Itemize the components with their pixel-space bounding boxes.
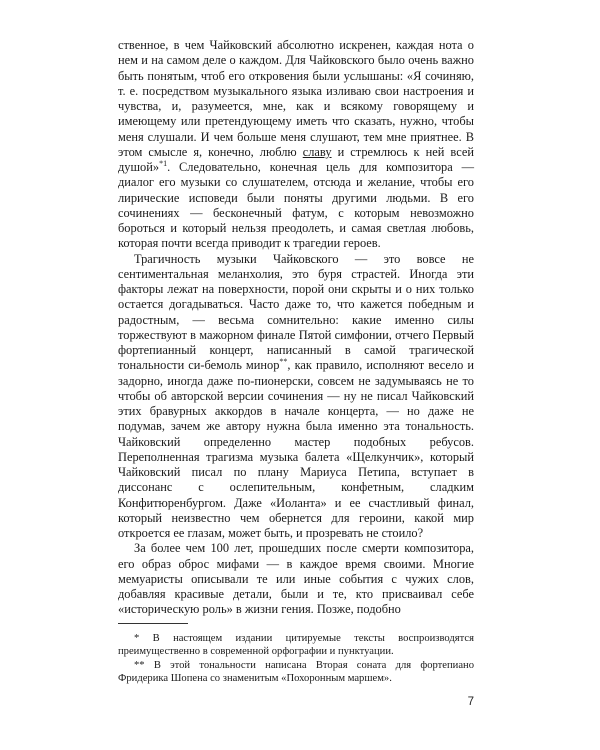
- text-run: и стремлюсь к ней всей душой»: [118, 144, 474, 174]
- paragraph-2: [118, 252, 474, 542]
- paragraph-1: [118, 38, 474, 252]
- text-run: За более чем 100 лет, прошедших после смерти композитора, его образ оброс мифами — в каждое время своими. Многие мемуаристы описывали те или иные события с чужих слов, добавляя красивые детали, были и те, кто присваивал себе «историческую роль» в жизни гения. Позже, подобно: [118, 541, 474, 617]
- page-number: 7: [467, 696, 474, 708]
- footnote-marker: **: [279, 357, 288, 367]
- text-run: . Следовательно, конечная цель для композитора — диалог его музыки со слушателем, отсюда и желание, чтобы его лирические исповеди были поняты другими людьми. В его сочинениях — бесконечный фатум, с которым невозможно бороться и который нельзя преодолеть, и самая светлая любовь, которая почти всегда приводит к трагедии героев.: [118, 160, 474, 251]
- text-run: Трагичность музыки Чайковского — это вовсе не сентиментальная меланхолия, это буря страстей. Иногда эти факторы лежат на поверхности, порой они скрыты и о них только остается догадываться. Часто даже то, что кажется победным и радостным, — весьма сомнительно: какие именно силы торжествуют в мажорном финале Пятой симфонии, отчего Первый фортепианный концерт, написанный в самой трагической тональности си-бемоль минор: [118, 251, 474, 373]
- footnote-marker: *1: [159, 158, 168, 168]
- underlined-word: славу: [302, 144, 332, 159]
- text-column: [118, 38, 474, 686]
- footnote-divider: [118, 623, 188, 624]
- paragraph-3: [118, 541, 474, 617]
- body-text: [118, 38, 474, 618]
- text-run: ственное, в чем Чайковский абсолютно искренен, каждая нота о нем и на самом деле о каждом. Для Чайковского было очень важно быть понятым, чтоб его откровения были услышаны: «Я сочиняю, т. е. посредством музыкального языка изливаю свои настроения и чувства, и, разумеется, мне, как и всякому говорящему и имеющему или претендующему иметь что сказать, нужно, чтобы меня слушали. И чем больше меня слушают, тем мне приятнее. В этом смысле я, конечно, люблю: [118, 38, 474, 159]
- text-run: , как правило, исполняют весело и задорно, иногда даже по-пионерски, совсем не задумываясь не то чтобы об авторской версии сочинения — ну не писал Чайковский этих бравурных аккордов в начале концерта, — но даже не подумав, зачем же автору нужна была именно эта тональность. Чайковский определенно мастер подобных ребусов. Переполненная трагизма музыка балета «Щелкунчик», который Чайковский писал по плану Мариуса Петипа, вступает в диссонанс с ослепительным, конфетным, сладким Конфитюренбургом. Даже «Иоланта» и ее счастливый финал, который неизвестно чем обернется для героини, какой мир откроется ее глазам, может быть, и прозревать не стоило?: [118, 358, 474, 540]
- footnote-1: * В настоящем издании цитируемые тексты воспроизводятся преимущественно в современной орфографии и пунктуации.: [118, 632, 474, 658]
- footnote-2: ** В этой тональности написана Вторая соната для фортепиано Фридерика Шопена со знаменитым «Похоронным маршем».: [118, 659, 474, 685]
